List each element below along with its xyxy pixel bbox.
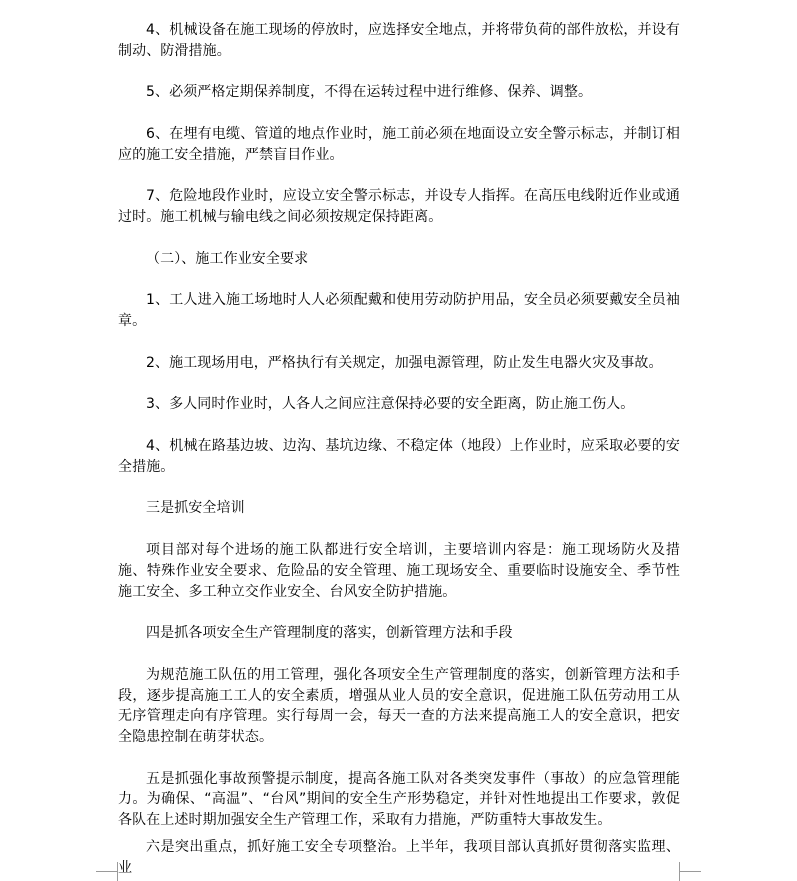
- paragraph: 3、多人同时作业时，人各人之间应注意保持必要的安全距离，防止施工伤人。: [146, 396, 635, 413]
- paragraph: 5、必须严格定期保养制度，不得在运转过程中进行维修、保养、调整。: [146, 84, 593, 101]
- paragraph: 五是抓强化事故预警提示制度，提高各施工队对各类突发事件（事故）的应急管理能力。为确保、“高温”、“台风”期间的安全生产形势稳定，并针对性地提出工作要求，敦促各队在上述时期加强安全生产管理工作，采取有力措施，严防重特大事故发生。: [118, 770, 680, 829]
- section-heading: （二）、施工作业安全要求: [146, 250, 309, 267]
- paragraph: 6、在埋有电缆、管道的地点作业时，施工前必须在地面设立安全警示标志，并制订相应的施工安全措施，严禁盲目作业。: [118, 125, 680, 163]
- section-heading: 三是抓安全培训: [146, 500, 245, 517]
- paragraph: 4、机械设备在施工现场的停放时，应选择安全地点，并将带负荷的部件放松，并设有制动、防滑措施。: [118, 22, 680, 59]
- paragraph: 项目部对每个进场的施工队都进行安全培训，主要培训内容是：施工现场防火及措施、特殊作业安全要求、危险品的安全管理、施工现场安全、重要临时设施安全、季节性施工安全、多工种立交作业安全、台风安全防护措施。: [118, 541, 680, 600]
- paragraph: 六是突出重点，抓好施工安全专项整治。上半年，我项目部认真抓好贯彻落实监理、业: [118, 839, 680, 876]
- section-heading: 四是抓各项安全生产管理制度的落实，创新管理方法和手段: [146, 625, 513, 642]
- paragraph: 1、工人进入施工场地时人人必须配戴和使用劳动防护用品，安全员必须要戴安全员袖章。: [118, 292, 680, 330]
- paragraph: 7、危险地段作业时，应设立安全警示标志，并设专人指挥。在高压电线附近作业或通过时。施工机械与输电线之间必须按规定保持距离。: [118, 188, 680, 226]
- page-corner-mark-right: [679, 862, 701, 881]
- page-corner-mark-left: [96, 862, 118, 881]
- paragraph: 2、施工现场用电，严格执行有关规定，加强电源管理，防止发生电器火灾及事故。: [146, 354, 663, 371]
- paragraph: 为规范施工队伍的用工管理，强化各项安全生产管理制度的落实，创新管理方法和手段，逐步提高施工工人的安全素质，增强从业人员的安全意识，促进施工队伍劳动用工从无序管理走向有序管理。实行每周一会，每天一查的方法来提高施工人的安全意识，把安全隐患控制在萌芽状态。: [118, 666, 680, 746]
- document-body: [118, 20, 680, 879]
- paragraph: 4、机械在路基边坡、边沟、基坑边缘、不稳定体（地段）上作业时，应采取必要的安全措施。: [118, 437, 680, 475]
